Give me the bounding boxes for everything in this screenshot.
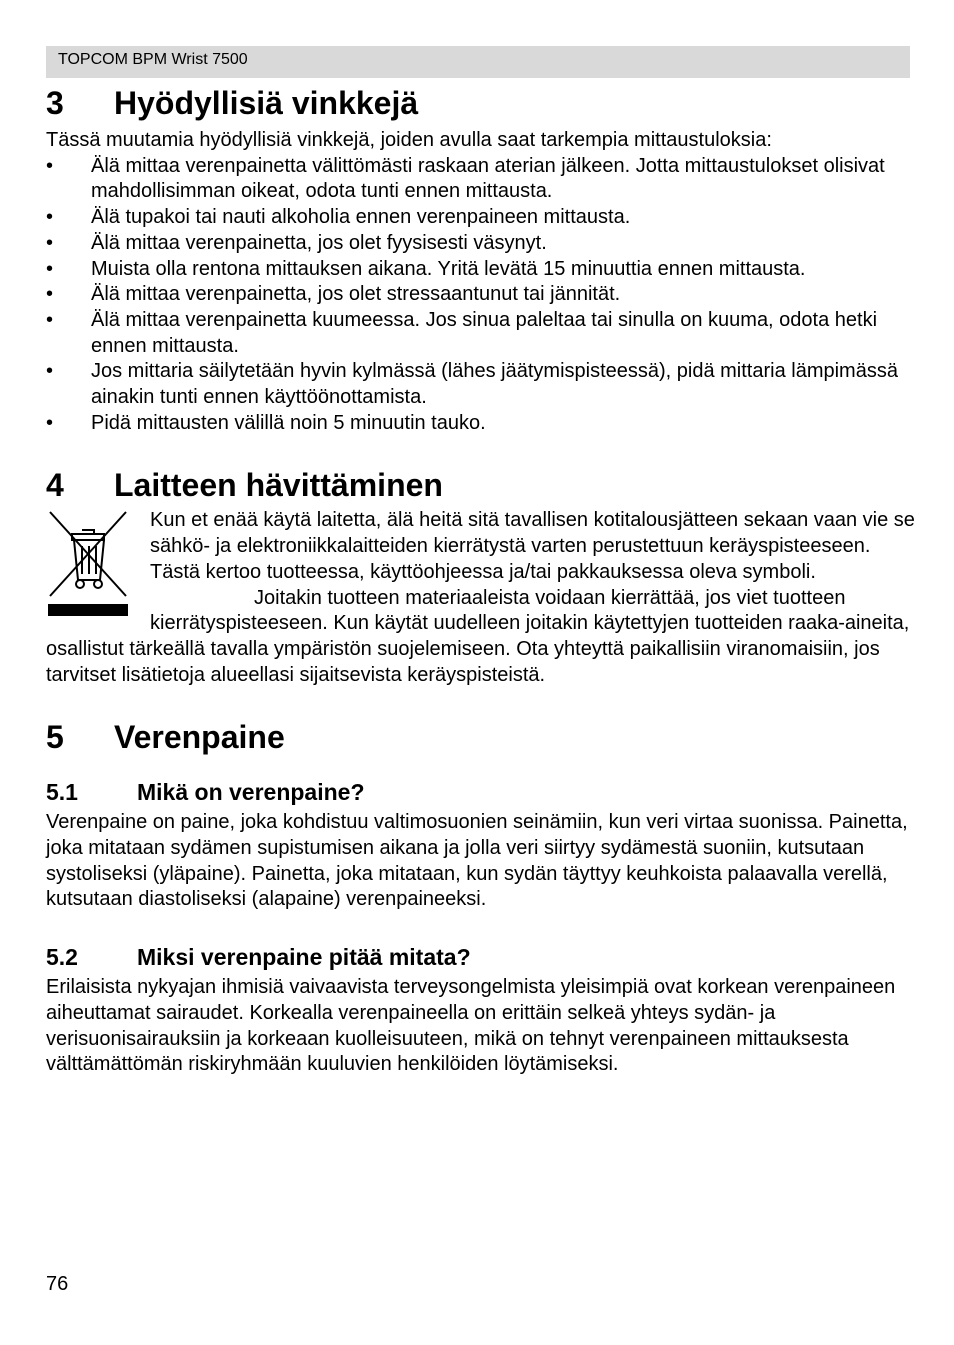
section-5 — [46, 718, 916, 1078]
disposal-paragraph-2: Joitakin tuotteen materiaaleista voidaan kierrättää, jos viet tuotteen kierrätyspisteeseen. Kun käytät uudelleen joitakin käytettyjen tuotteiden raaka-aineita, osallistut tärkeällä tavalla ympäristön suojelemiseen. Ota yhteyttä paikallisiin viranomaisiin, jos tarvitset lisätietoja alueellasi sijaitsevista keräyspisteistä. — [46, 586, 910, 686]
bullet: • — [46, 257, 54, 280]
subsection-5-1-number: 5.1 — [46, 779, 78, 806]
list-item — [46, 257, 916, 283]
list-item-text: Muista olla rentona mittauksen aikana. Yritä levätä 15 minuuttia ennen mittausta. — [91, 257, 806, 280]
list-item — [46, 154, 916, 205]
subsection-5-1-text: Verenpaine on paine, joka kohdistuu valtimosuonien seinämiin, kun veri virtaa suonissa. Painetta, joka mitataan sydämen supistumisen aikana ja jolla veri siirtyy sydämestä suoniin, kutsutaan systoliseksi (yläpaine). Painetta, joka mitataan, kun sydän täyttyy keuhkoista palaavalla verellä, kutsutaan diastoliseksi (alapaine) verenpaineeksi. — [46, 811, 908, 911]
subsection-5-1-heading — [46, 778, 916, 806]
list-item — [46, 205, 916, 231]
list-item — [46, 231, 916, 257]
list-item-text: Jos mittaria säilytetään hyvin kylmässä (lähes jäätymispisteessä), pidä mittaria lämpimässä ainakin tunti ennen käyttöönottamista. — [91, 360, 898, 409]
section-3-number: 3 — [46, 85, 64, 121]
list-item — [46, 308, 916, 359]
section-3-intro: Tässä muutamia hyödyllisiä vinkkejä, joiden avulla saat tarkempia mittaustuloksia: — [46, 129, 772, 151]
disposal-paragraph-1: Kun et enää käytä laitetta, älä heitä sitä tavallisen kotitalousjätteen sekaan vaan vie se sähkö- ja elektroniikkalaitteiden kierrätystä varten perustettuun keräyspisteeseen. Tästä kertoo tuotteessa, käyttöohjeessa ja/tai pakkauksessa oleva symboli. — [150, 509, 915, 583]
page-content — [46, 84, 916, 1078]
section-4-heading — [46, 466, 916, 504]
bullet: • — [46, 206, 54, 229]
bullet: • — [46, 283, 54, 306]
tips-list — [46, 154, 916, 437]
section-3 — [46, 84, 916, 436]
bullet: • — [46, 231, 54, 254]
crossed-out-wheelie-bin-icon — [46, 510, 130, 618]
bullet: • — [46, 411, 54, 434]
list-item-text: Pidä mittausten välillä noin 5 minuutin tauko. — [91, 411, 486, 434]
section-5-number: 5 — [46, 719, 64, 756]
list-item-text: Älä mittaa verenpainetta välittömästi raskaan aterian jälkeen. Jotta mittaustulokset olisivat mahdollisimman oikeat, odota tunti ennen mittausta. — [91, 154, 885, 203]
subsection-5-2-title: Miksi verenpaine pitää mitata? — [137, 944, 471, 971]
list-item-text: Älä mittaa verenpainetta kuumeessa. Jos sinua paleltaa tai sinulla on kuuma, odota hetki ennen mittausta. — [91, 308, 878, 357]
section-3-heading — [46, 84, 916, 122]
page-number: 76 — [46, 1273, 69, 1295]
subsection-5-1-title: Mikä on verenpaine? — [137, 779, 365, 806]
subsection-5-2-text: Erilaisista nykyajan ihmisiä vaivaavista terveysongelmista yleisimpiä ovat korkean verenpaineen aiheuttamat sairaudet. Korkealla verenpaineella on erittäin selkeä yhteys sydän- ja verisuonisairauksiin ja korkeaan kuolleisuuteen, mikä on tehnyt verenpaineen mittauksesta välttämättömän riskiryhmään kuuluvien henkilöiden löytämiseksi. — [46, 976, 896, 1076]
list-item — [46, 282, 916, 308]
bullet: • — [46, 308, 54, 331]
section-5-heading — [46, 718, 916, 756]
subsection-5-2 — [46, 943, 916, 1078]
bullet: • — [46, 360, 54, 383]
running-header — [46, 46, 910, 78]
section-3-title: Hyödyllisiä vinkkejä — [114, 85, 419, 121]
disposal-block — [46, 508, 916, 688]
list-item — [46, 411, 916, 437]
list-item-text: Älä tupakoi tai nauti alkoholia ennen verenpaineen mittausta. — [91, 206, 631, 229]
list-item — [46, 359, 916, 410]
subsection-5-2-heading — [46, 943, 916, 971]
header-title: TOPCOM BPM Wrist 7500 — [58, 51, 248, 68]
section-4-title: Laitteen hävittäminen — [114, 467, 443, 504]
subsection-5-1 — [46, 778, 916, 913]
bullet: • — [46, 154, 54, 177]
subsection-5-2-number: 5.2 — [46, 944, 78, 971]
section-4 — [46, 466, 916, 688]
list-item-text: Älä mittaa verenpainetta, jos olet fyysisesti väsynyt. — [91, 231, 547, 254]
list-item-text: Älä mittaa verenpainetta, jos olet stressaantunut tai jännität. — [91, 283, 621, 306]
section-5-title: Verenpaine — [114, 719, 285, 756]
section-4-number: 4 — [46, 467, 64, 504]
